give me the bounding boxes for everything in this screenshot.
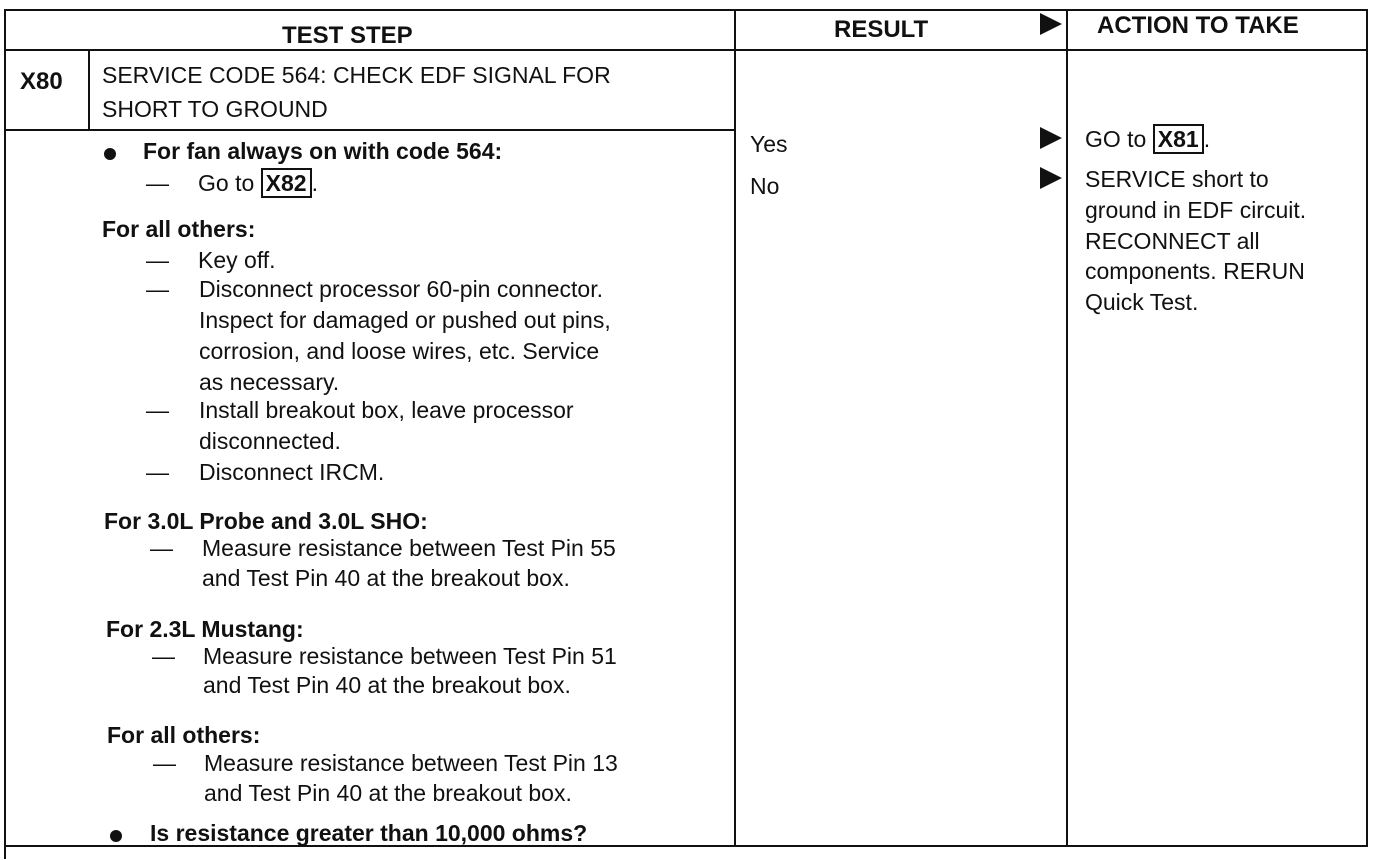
action-no-line-4: components. RERUN: [1085, 258, 1305, 284]
header-action-to-take: ACTION TO TAKE: [1097, 12, 1299, 39]
column-divider-test-result: [734, 9, 736, 847]
column-divider-result-action: [1066, 9, 1068, 847]
result-yes: Yes: [750, 131, 788, 157]
step-id: X80: [20, 68, 63, 95]
resistance-question: Is resistance greater than 10,000 ohms?: [150, 820, 588, 846]
mustang-heading: For 2.3L Mustang:: [106, 616, 304, 642]
table-left-border: [4, 9, 6, 859]
step-title-line-2: SHORT TO GROUND: [102, 96, 328, 122]
fan-goto-suffix: .: [311, 170, 318, 196]
probe-line-2: and Test Pin 40 at the breakout box.: [202, 565, 570, 591]
step-title-line-1: SERVICE CODE 564: CHECK EDF SIGNAL FOR: [102, 62, 611, 88]
header-result: RESULT: [834, 16, 929, 43]
action-no-line-5: Quick Test.: [1085, 289, 1199, 315]
disconnect-ircm: Disconnect IRCM.: [199, 459, 385, 485]
mustang-line-1: Measure resistance between Test Pin 51: [203, 643, 617, 669]
others2-heading: For all others:: [107, 722, 261, 748]
disconnect-line-1: Disconnect processor 60-pin connector.: [199, 276, 603, 302]
probe-line-1: Measure resistance between Test Pin 55: [202, 535, 616, 561]
mustang-line-2: and Test Pin 40 at the breakout box.: [203, 672, 571, 698]
table-top-border: [4, 9, 1367, 11]
dash-icon: —: [146, 276, 169, 302]
header-arrow-icon: [1040, 13, 1062, 35]
others2-line-1: Measure resistance between Test Pin 13: [204, 750, 618, 776]
disconnect-line-3: corrosion, and loose wires, etc. Service: [199, 338, 600, 364]
arrow-icon: [1040, 127, 1062, 149]
dash-icon: —: [152, 643, 175, 669]
bullet-icon: [104, 148, 116, 160]
dash-icon: —: [153, 750, 176, 776]
header-bottom-rule: [4, 49, 1368, 51]
result-no: No: [750, 173, 780, 199]
action-yes-ref: X81: [1153, 124, 1204, 154]
action-no-line-2: ground in EDF circuit.: [1085, 197, 1307, 223]
action-yes-suffix: .: [1203, 126, 1211, 152]
arrow-icon: [1040, 167, 1062, 189]
disconnect-line-4: as necessary.: [199, 369, 340, 395]
step-title-bottom-rule: [4, 129, 736, 131]
step-id-divider: [88, 51, 90, 131]
action-yes-prefix: GO to: [1085, 126, 1147, 152]
dash-icon: —: [146, 459, 169, 485]
dash-icon: —: [146, 397, 169, 423]
others2-line-2: and Test Pin 40 at the breakout box.: [204, 780, 572, 806]
key-off: Key off.: [198, 247, 276, 273]
all-others-heading: For all others:: [102, 216, 256, 242]
header-test-step: TEST STEP: [282, 22, 413, 49]
action-no-line-3: RECONNECT all: [1085, 228, 1260, 254]
install-line-1: Install breakout box, leave processor: [199, 397, 574, 423]
table-right-border: [1366, 9, 1368, 845]
probe-heading: For 3.0L Probe and 3.0L SHO:: [104, 508, 428, 534]
fan-goto-ref: X82: [261, 168, 312, 198]
dash-icon: —: [146, 247, 169, 273]
disconnect-line-2: Inspect for damaged or pushed out pins,: [199, 307, 611, 333]
action-yes: [1085, 124, 1210, 155]
fan-goto-prefix: Go to: [198, 170, 255, 196]
action-no-line-1: SERVICE short to: [1085, 166, 1269, 192]
dash-icon: —: [146, 170, 169, 196]
bullet-icon: [110, 830, 122, 842]
fan-heading: For fan always on with code 564:: [143, 138, 503, 164]
install-line-2: disconnected.: [199, 428, 341, 454]
dash-icon: —: [150, 535, 173, 561]
fan-goto: [198, 168, 318, 199]
